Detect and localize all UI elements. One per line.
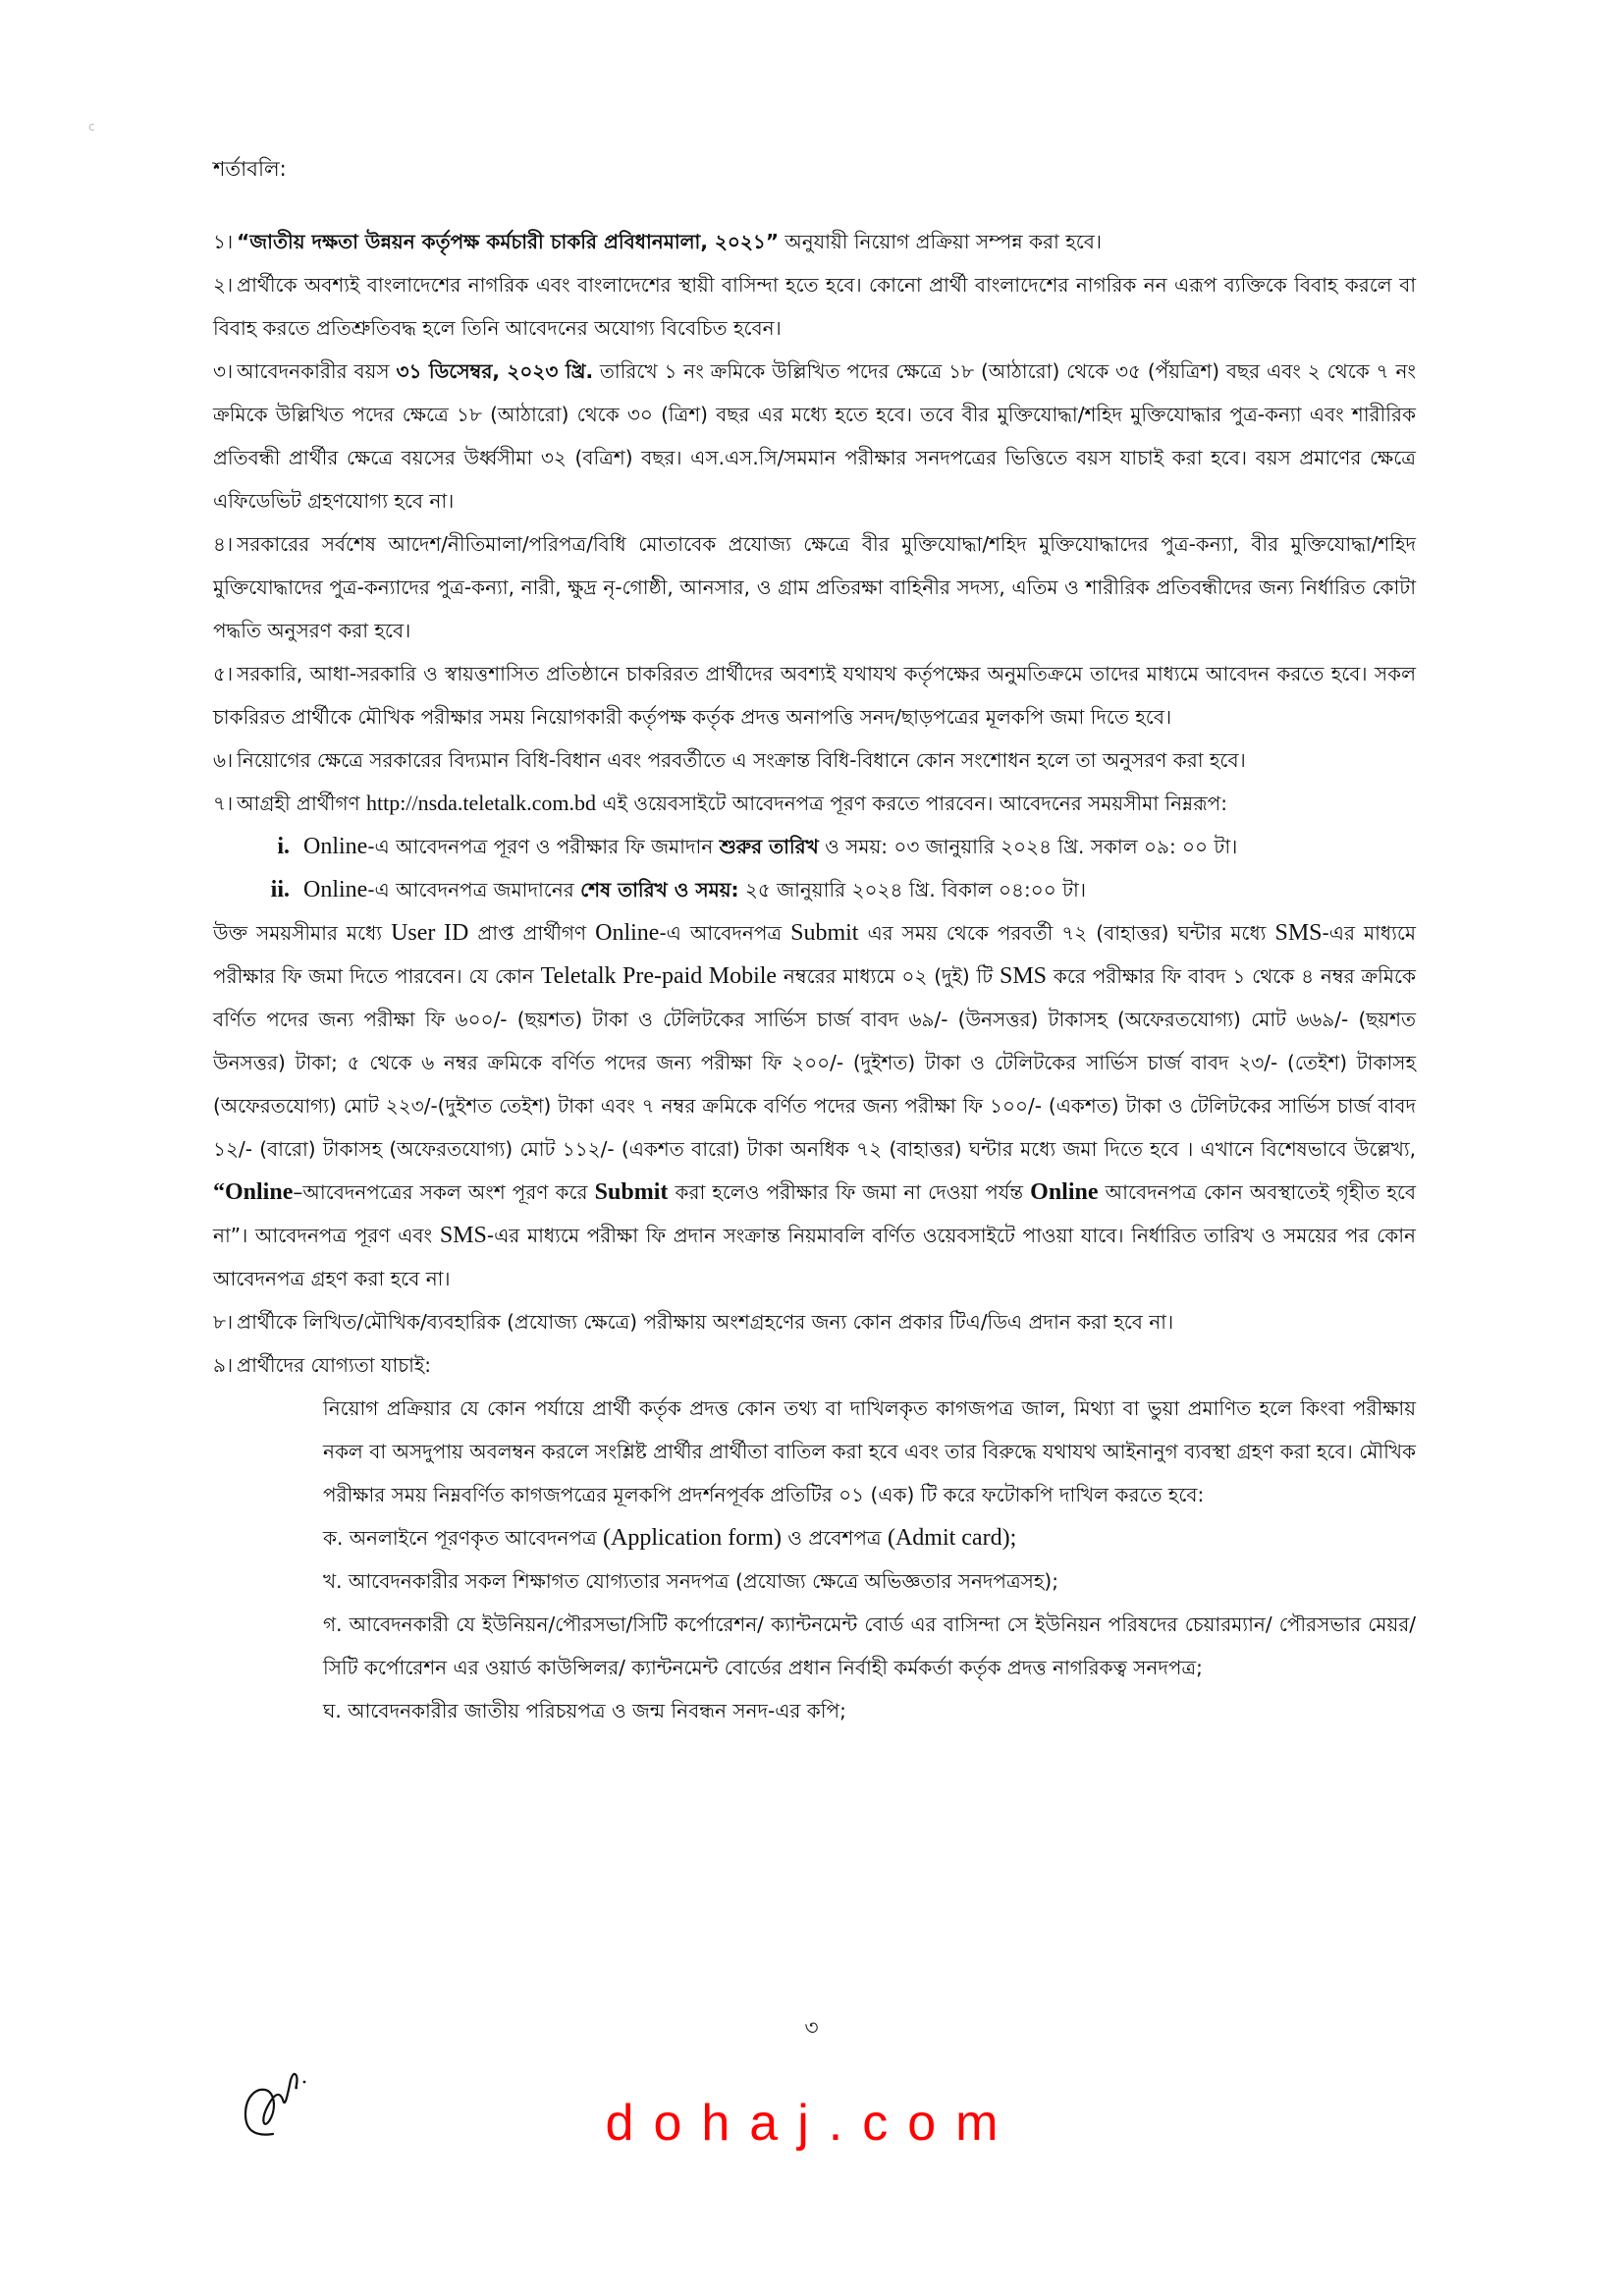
clause-6	[213, 738, 1416, 782]
clause-number: ২।	[213, 273, 234, 297]
clause-number: ৮।	[213, 1310, 234, 1334]
clause-number: ৪।	[213, 532, 234, 556]
latin-term: Submit	[594, 1179, 669, 1205]
text-segment: ঘ. আবেদনকারীর জাতীয় পরিচয়পত্র ও জন্ম নিবন্ধন সনদ-এর কপি;	[323, 1699, 846, 1722]
clause-emphasis: ৩১ ডিসেম্বর, ২০২৩ খ্রি.	[396, 359, 594, 383]
text-segment: করে পরীক্ষার ফি বাবদ ১ থেকে ৪ নম্বর ক্রমিকে বর্ণিত পদের জন্য পরীক্ষা ফি ৬০০/- (ছয়শত) টাকা ও টেলিটকের সার্ভিস চার্জ বাবদ ৬৯/- (উনসত্তর) টাকাসহ (অফেরতযোগ্য) মোট ৬৬৯/- (ছয়শত উনসত্তর) টাকা; ৫ থেকে ৬ নম্বর ক্রমিকে বর্ণিত পদের জন্য পরীক্ষা ফি ২০০/- (দুইশত) টাকা ও টেলিটকের সার্ভিস চার্জ বাবদ ২৩/- (তেইশ) টাকাসহ (অফেরতযোগ্য) মোট ২২৩/-(দুইশত তেইশ) টাকা এবং ৭ নম্বর ক্রমিকে বর্ণিত পদের জন্য পরীক্ষা ফি ১০০/- (একশত) টাকা ও টেলিটকের সার্ভিস চার্জ বাবদ ১২/- (বারো) টাকাসহ (অফেরতযোগ্য) মোট ১১২/- (একশত বারো) টাকা অনধিক ৭২ (বাহাত্তর) ঘন্টার মধ্যে জমা দিতে হবে । এখানে বিশেষভাবে উল্লেখ্য,	[213, 964, 1417, 1161]
clause-7	[213, 782, 1416, 1300]
clause-7-intro-rest: এই ওয়েবসাইটে আবেদনপত্র পূরণ করতে পারবেন। আবেদনের সময়সীমা নিম্নরূপ:	[596, 792, 1227, 815]
required-documents-list	[213, 1516, 1416, 1732]
text-segment: গ. আবেদনকারী যে ইউনিয়ন/পৌরসভা/সিটি কর্পোরেশন/ ক্যান্টনমেন্ট বোর্ড এর বাসিন্দা সে ইউনিয়ন পরিষদের চেয়ারম্যান/ পৌরসভার মেয়র/ সিটি কর্পোরেশন এর ওয়ার্ড কাউন্সিলর/ ক্যান্টনমেন্ট বোর্ডের প্রধান নির্বাহী কর্মকর্তা কর্তৃক প্রদত্ত নাগরিকত্ব সনদপত্র;	[323, 1613, 1416, 1679]
deadline-item	[246, 825, 1416, 868]
text-segment: –আবেদনপত্রের সকল অংশ পূরণ করে	[293, 1180, 595, 1204]
latin-term: Online	[595, 920, 660, 946]
text-segment: ও প্রবেশপত্র	[781, 1526, 888, 1550]
text-segment: -এর মাধ্যমে পরীক্ষার ফি জমা দিতে পারবেন। যে কোন	[213, 921, 1417, 988]
clause-5	[213, 652, 1416, 738]
latin-term: (Application form)	[603, 1525, 782, 1551]
terms-heading: শর্তাবলি:	[213, 157, 287, 181]
clause-1	[213, 220, 1416, 263]
text-segment: আবেদনপত্র কোন অবস্থাতেই গৃহীত হবে না”। আবেদনপত্র পূরণ এবং	[213, 1180, 1416, 1247]
text-segment: -এর মাধ্যমে পরীক্ষা ফি প্রদান সংক্রান্ত নিয়মাবলি বর্ণিত ওয়েবসাইটে পাওয়া যাবে। নির্ধারিত তারিখ ও সময়ের পর কোন আবেদনপত্র গ্রহণ করা হবে না।	[213, 1224, 1416, 1290]
clause-3	[213, 350, 1416, 522]
text-segment: ক. অনলাইনে পূরণকৃত আবেদনপত্র	[323, 1526, 603, 1550]
clause-number: ৭।	[213, 792, 234, 815]
latin-term: (Admit card);	[887, 1525, 1017, 1551]
page-number: ৩	[804, 2016, 819, 2041]
clause-text: নিয়োগের ক্ষেত্রে সরকারের বিদ্যমান বিধি-বিধান এবং পরবর্তীতে এ সংক্রান্ত বিধি-বিধানে কোন সংশোধন হলে তা অনুসরণ করা হবে।	[237, 748, 1246, 772]
text-segment: প্রাপ্ত প্রার্থীগণ	[468, 921, 596, 945]
clause-number: ৩।	[213, 359, 234, 383]
clause-emphasis: “জাতীয় দক্ষতা উন্নয়ন কর্তৃপক্ষ কর্মচারী চাকরি প্রবিধানমালা, ২০২১”	[237, 230, 780, 253]
deadline-marker: i.	[277, 834, 290, 859]
clause-text: সরকারের সর্বশেষ আদেশ/নীতিমালা/পরিপত্র/বিধি মোতাবেক প্রযোজ্য ক্ষেত্রে বীর মুক্তিযোদ্ধা/শহিদ মুক্তিযোদ্ধাদের পুত্র-কন্যা, বীর মুক্তিযোদ্ধা/শহিদ মুক্তিযোদ্ধাদের পুত্র-কন্যাদের পুত্র-কন্যা, নারী, ক্ষুদ্র নৃ-গোষ্ঠী, আনসার, ও গ্রাম প্রতিরক্ষা বাহিনীর সদস্য, এতিম ও শারীরিক প্রতিবন্ধীদের জন্য নির্ধারিত কোটা পদ্ধতি অনুসরণ করা হবে।	[213, 532, 1416, 642]
required-document-item	[323, 1689, 1416, 1732]
clause-number: ৯।	[213, 1353, 234, 1377]
text-segment: নম্বরের মাধ্যমে ০২ (দুই) টি	[777, 964, 1000, 988]
clause-9-title: প্রার্থীদের যোগ্যতা যাচাই:	[237, 1353, 432, 1377]
clause-text: প্রার্থীকে অবশ্যই বাংলাদেশের নাগরিক এবং বাংলাদেশের স্থায়ী বাসিন্দা হতে হবে। কোনো প্রার্থী বাংলাদেশের নাগরিক নন এরূপ ব্যক্তিকে বিবাহ করলে বা বিবাহ করতে প্রতিশ্রুতিবদ্ধ হলে তিনি আবেদনের অযোগ্য বিবেচিত হবেন।	[213, 273, 1416, 340]
clause-9-body-block	[213, 1387, 1416, 1516]
clause-text: আবেদনকারীর বয়স	[237, 359, 397, 383]
clause-8-text: প্রার্থীকে লিখিত/মৌখিক/ব্যবহারিক (প্রযোজ্য ক্ষেত্রে) পরীক্ষায় অংশগ্রহণের জন্য কোন প্রকার টিএ/ডিএ প্রদান করা হবে না।	[237, 1310, 1174, 1334]
text-segment: করা হলেও পরীক্ষার ফি জমা না দেওয়া পর্যন্ত	[668, 1180, 1031, 1204]
latin-term: SMS	[999, 963, 1048, 989]
latin-term: Online	[1030, 1179, 1099, 1205]
deadline-emphasis: শেষ তারিখ ও সময়:	[580, 878, 739, 902]
deadline-item	[246, 868, 1416, 911]
watermark-text: dohaj.com	[605, 2095, 1018, 2152]
latin-term: User ID	[391, 920, 469, 946]
latin-term: SMS	[1274, 920, 1323, 946]
clause-8	[213, 1300, 1416, 1343]
application-website-link[interactable]: http://nsda.teletalk.com.bd	[366, 791, 597, 815]
clause-text: সরকারি, আধা-সরকারি ও স্বায়ত্তশাসিত প্রতিষ্ঠানে চাকরিরত প্রার্থীদের অবশ্যই যথাযথ কর্তৃপক্ষের অনুমতিক্রমে তাদের মাধ্যমে আবেদন করতে হবে। সকল চাকরিরত প্রার্থীকে মৌখিক পরীক্ষার সময় নিয়োগকারী কর্তৃপক্ষ কর্তৃক প্রদত্ত অনাপত্তি সনদ/ছাড়পত্রের মূলকপি জমা দিতে হবে।	[213, 662, 1416, 729]
latin-term: “Online	[213, 1179, 294, 1205]
clause-9-body: নিয়োগ প্রক্রিয়ার যে কোন পর্যায়ে প্রার্থী কর্তৃক প্রদত্ত কোন তথ্য বা দাখিলকৃত কাগজপত্র জাল, মিথ্যা বা ভুয়া প্রমাণিত হলে কিংবা পরীক্ষায় নকল বা অসদুপায় অবলম্বন করলে সংশ্লিষ্ট প্রার্থীর প্রার্থীতা বাতিল করা হবে এবং তার বিরুদ্ধে যথাযথ আইনানুগ ব্যবস্থা গ্রহণ করা হবে। মৌখিক পরীক্ষার সময় নিম্নবর্ণিত কাগজপত্রের মূলকপি প্রদর্শনপূর্বক প্রতিটির ০১ (এক) টি করে ফটোকপি দাখিল করতে হবে:	[323, 1396, 1416, 1506]
clause-number: ৬।	[213, 748, 234, 772]
required-document-item	[323, 1559, 1416, 1603]
clause-4	[213, 522, 1416, 652]
required-document-item	[323, 1603, 1416, 1689]
clauses-list	[213, 220, 1416, 782]
clause-text: অনুযায়ী নিয়োগ প্রক্রিয়া সম্পন্ন করা হবে।	[779, 230, 1103, 253]
deadline-text: Online-এ আবেদনপত্র পূরণ ও পরীক্ষার ফি জমাদান শুরুর তারিখ ও সময়: ০৩ জানুয়ারি ২০২৪ খ্রি. সকাল ০৯: ০০ টা।	[303, 834, 1238, 859]
latin-term: Submit	[790, 920, 859, 946]
text-segment: -এ আবেদনপত্র	[659, 921, 791, 945]
text-segment: এর সময় থেকে পরবর্তী ৭২ (বাহাত্তর) ঘন্টার মধ্যে	[858, 921, 1275, 945]
clause-number: ৫।	[213, 662, 234, 685]
payment-instructions	[213, 911, 1416, 1300]
document-page	[213, 147, 1416, 1732]
clause-9	[213, 1343, 1416, 1732]
deadline-list	[213, 825, 1416, 911]
clause-number: ১।	[213, 230, 234, 253]
clause-2	[213, 263, 1416, 350]
deadline-text: Online-এ আবেদনপত্র জমাদানের শেষ তারিখ ও সময়: ২৫ জানুয়ারি ২০২৪ খ্রি. বিকাল ০৪:০০ টা।	[303, 877, 1086, 902]
latin-term: SMS	[439, 1223, 487, 1248]
clause-text: তারিখে ১ নং ক্রমিকে উল্লিখিত পদের ক্ষেত্রে ১৮ (আঠারো) থেকে ৩৫ (পঁয়ত্রিশ) বছর এবং ২ থেকে ৭ নং ক্রমিকে উল্লিখিত পদের ক্ষেত্রে ১৮ (আঠারো) থেকে ৩০ (ত্রিশ) বছর এর মধ্যে হতে হবে। তবে বীর মুক্তিযোদ্ধা/শহিদ মুক্তিযোদ্ধার পুত্র-কন্যা এবং শারীরিক প্রতিবন্ধী প্রার্থীর ক্ষেত্রে বয়সের উর্ধ্বসীমা ৩২ (বত্রিশ) বছর। এস.এস.সি/সমমান পরীক্ষার সনদপত্রের ভিত্তিতে বয়স যাচাই করা হবে। বয়স প্রমাণের ক্ষেত্রে এফিডেভিট গ্রহণযোগ্য হবে না।	[213, 359, 1416, 513]
scan-corner-mark: c	[88, 120, 95, 134]
deadline-marker: ii.	[270, 877, 290, 902]
text-segment: উক্ত সময়সীমার মধ্যে	[213, 921, 392, 945]
clause-7-intro: আগ্রহী প্রার্থীগণ	[237, 792, 367, 815]
deadline-emphasis: শুরুর তারিখ	[719, 835, 819, 858]
latin-term: Teletalk Pre-paid Mobile	[540, 963, 778, 989]
text-segment: খ. আবেদনকারীর সকল শিক্ষাগত যোগ্যতার সনদপত্র (প্রযোজ্য ক্ষেত্রে অভিজ্ঞতার সনদপত্রসহ);	[323, 1569, 1058, 1593]
required-document-item	[323, 1516, 1416, 1559]
